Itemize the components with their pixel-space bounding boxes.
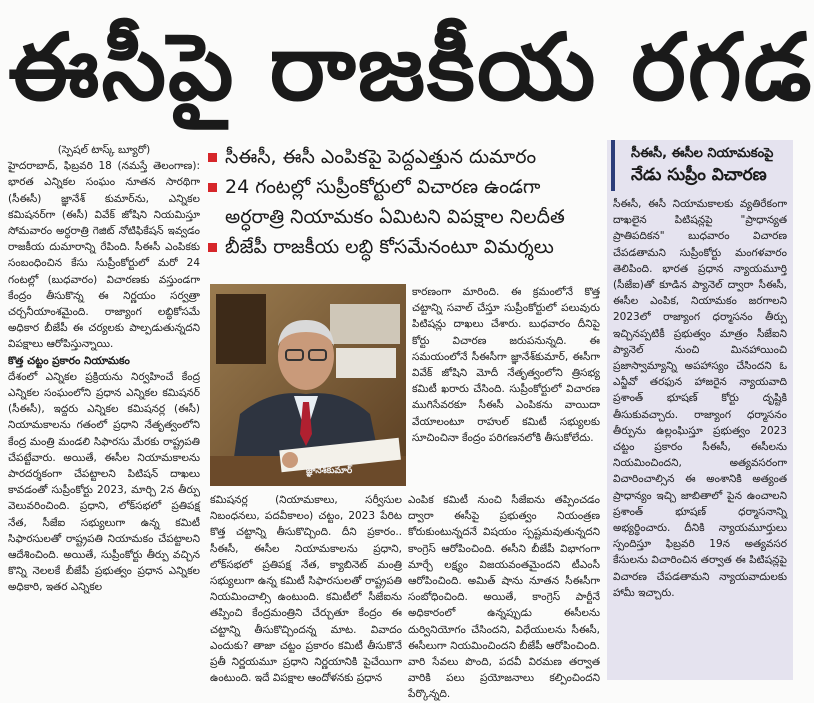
article-paragraph: ఎంపిక కమిటీ నుంచి సీజేఐను తప్పించడం ద్వారా ఈసీపై ప్రభుత్వం నియంత్రణ కోరుకుంటున్నదనే విషయం స్పష్టమవుతున్నదని కాంగ్రెస్ ఆరోపించింది. ఈసీని బీజేపీ విభాగంగా మార్చే లక్ష్యం విజయవంతమైందని టీఎంసీ ఆరోపించింది. అమిత్ షాను నూతన సీఈసీగా సంబోధించింది. అయితే, కాంగ్రెస్ పార్టీనే అధికారంలో ఉన్నప్పుడు ఈసీలను దుర్వినియోగం చేసిందని, విధేయులను సీఈసీ, ఈసీలుగా నియమించిందని బీజేపీ ఆరోపించింది. వారి సేవలు పొంది, పదవీ విరమణ తర్వాత వారికి పలు ప్రయోజనాలు కల్పించిందని పేర్కొన్నది. bbox=[408, 494, 600, 701]
news-photo bbox=[210, 284, 406, 486]
headline: ఈసీపై రాజకీయ రగడ bbox=[8, 14, 814, 121]
article-column-2-bottom bbox=[210, 492, 402, 685]
deck-line: 24 గంటల్లో సుప్రీంకోర్టులో విచారణ ఉండగా bbox=[208, 172, 600, 202]
deck-line: అర్ధరాత్రి నియామకం ఏమిటని విపక్షాల నిలదీత bbox=[225, 206, 565, 228]
photo-caption: జ్ఞానేశ్‌కుమార్ bbox=[306, 466, 353, 476]
deck-line: సీఈసీ, ఈసీ ఎంపికపై పెద్దఎత్తున దుమారం bbox=[208, 142, 600, 172]
deck-highlights bbox=[208, 142, 600, 282]
portrait-photo-image bbox=[210, 284, 406, 486]
article-column-3-top bbox=[412, 284, 600, 484]
bullet-icon bbox=[208, 243, 217, 252]
sidebar-heading: సీఈసీ, ఈసీల నియామకంపై నేడు సుప్రీం విచారణ bbox=[611, 140, 793, 191]
article-paragraph: కారణంగా మారింది. ఈ క్రమంలోనే కొత్త చట్టాన్ని సవాల్ చేస్తూ సుప్రీంకోర్టులో పలువురు పిటిషన్లు దాఖలు చేశారు. బుధవారం దీనిపై కోర్టు విచారణ జరుపనున్నది. ఈ సమయంలోనే సీఈసీగా జ్ఞానేశ్‌కుమార్, ఈసీగా వివేక్ జోషిని మోదీ నేతృత్వంలోని త్రిసభ్య కమిటీ ఖరారు చేసింది. సుప్రీంకోర్టులో విచారణ ముగిసేవరకూ సీఈసీ ఎంపికను వాయిదా వేయాలంటూ రాహుల్ కమిటీ సభ్యులకు సూచించినా కేంద్రం పరిగణనలోకి తీసుకోలేదు. bbox=[412, 286, 600, 444]
bullet-icon bbox=[208, 183, 217, 192]
article-column-1 bbox=[8, 142, 200, 672]
bullet-icon bbox=[208, 153, 217, 162]
subheading: కొత్త చట్టం ప్రకారం నియామకం bbox=[8, 354, 130, 367]
article-paragraph: కమిషనర్ల (నియామకాలు, సర్వీసుల నిబంధనలు, పదవీకాలం) చట్టం, 2023 పేరిట కొత్త చట్టాన్ని తీసుకొచ్చింది. దీని ప్రకారం.. సీఈసీ, ఈసీల నియామకాలను ప్రధాని, లోక్‌సభలో ప్రతిపక్ష నేత, క్యాబినెట్ మంత్రి సభ్యులుగా ఉన్న కమిటీ సిఫారసులతో రాష్ట్రపతి నియమించాల్సి ఉంటుంది. కమిటీలో సీజేఐను తప్పించి కేంద్రమంత్రిని చేర్చుతూ కేంద్రం ఈ చట్టాన్ని తీసుకొచ్చిందన్న మాట. వివాదం ఎందుకు? తాజా చట్టం ప్రకారం కమిటీ తీసుకొనే ప్రతీ నిర్ణయమూ ప్రధాని నిర్ణయానికి పైచేయిగా ఉంటుంది. ఇదే విపక్షాల ఆందోళనకు ప్రధాన bbox=[210, 494, 402, 685]
article-column-3-bottom bbox=[408, 492, 600, 701]
byline: (స్పెషల్ టాస్క్ బ్యూరో) bbox=[57, 144, 151, 156]
deck-line: బీజేపీ రాజకీయ లబ్ధి కోసమేనంటూ విమర్శలు bbox=[208, 232, 600, 262]
sidebar-body bbox=[607, 196, 793, 676]
article-paragraph: హైదరాబాద్, ఫిబ్రవరి 18 (నమస్తే తెలంగాణ): భారత ఎన్నికల సంఘం నూతన సారథిగా (సీఈసీ) జ్ఞానేశ్ కుమార్‌ను, ఎన్నికల కమిషనర్‌గా (ఈసీ) వివేక్ జోషిని నియమిస్తూ సోమవారం అర్ధరాత్రి గెజిట్ నోటిఫికేషన్ ఇవ్వడం రాజకీయ దుమారాన్ని రేపింది. సీఈసీ ఎంపికకు సంబంధించిన కేసు సుప్రీంకోర్టులో మరో 24 గంటల్లో (బుధవారం) విచారణకు వస్తుండగా కేంద్రం తీసుకొన్న ఈ నిర్ణయం సర్వత్రా చర్చనీయాంశమైంది. రాజ్యాంగ లబ్ధికోసమే అధికార బీజేపీ ఈ చర్యలకు పాల్పడుతున్నదని విపక్షాలు ఆరోపిస్తున్నాయి. bbox=[8, 160, 200, 351]
article-paragraph: దేశంలో ఎన్నికల ప్రక్రియను నిర్వహించే కేంద్ర ఎన్నికల సంఘంలోని ప్రధాన ఎన్నికల కమిషనర్ (సీఈసీ), ఇద్దరు ఎన్నికల కమిషనర్ల (ఈసీ) నియామకాలను గతంలో ప్రధాని నేతృత్వంలోని కేంద్ర మంత్రి మండలి సిఫారసు మేరకు రాష్ట్రపతి చేపట్టేవారు. అయితే, ఈసీల నియామకాలను పారదర్శకంగా చేపట్టాలని పిటిషన్ దాఖలు కావడంతో సుప్రీంకోర్టు 2023, మార్చి 2న తీర్పు వెలువరించింది. ప్రధాని, లోక్‌సభలో ప్రతిపక్ష నేత, సీజేఐ సభ్యులుగా ఉన్న కమిటీ సిఫారసులతో రాష్ట్రపతి నియామకం చేపట్టాలని ఆదేశించింది. అయితే, సుప్రీంకోర్టు తీర్పు వచ్చిన కొన్ని నెలలకే బీజేపీ ప్రభుత్వం ప్రధాన ఎన్నికల అధికారి, ఇతర ఎన్నికల bbox=[8, 370, 200, 594]
sidebar-box bbox=[607, 140, 793, 680]
sidebar-paragraph: సీఈసీ, ఈసీ నియామకాలకు వ్యతిరేకంగా దాఖలైన పిటిషన్లపై "ప్రాధాన్యత ప్రాతిపదికన" బుధవారం విచారణ చేపడతామని సుప్రీంకోర్టు మంగళవారం తెలిపింది. భారత ప్రధాన న్యాయమూర్తి (సీజేఐ)తో కూడిన ప్యానెల్ ద్వారా సీఈసీ, ఈసీల ఎంపిక, నియామకం జరగాలని 2023లో రాజ్యాంగ ధర్మాసనం తీర్పు ఇచ్చినప్పటికీ ప్రభుత్వం మాత్రం సీజేఐని ప్యానెల్ నుంచి మినహాయించి ప్రజాస్వామ్యాన్ని అపహాస్యం చేసిందని ఓ ఎన్జీవో తరఫున హాజరైన న్యాయవాది ప్రశాంత్ భూషణ్ కోర్టు దృష్టికి తీసుకువచ్చారు. రాజ్యాంగ ధర్మాసనం తీర్పును ఉల్లంఘిస్తూ ప్రభుత్వం 2023 చట్టం ప్రకారం సీఈసీ, ఈసీలను నియమించిందని, అత్యవసరంగా విచారించాల్సిన ఈ అంశానికి అత్యంత ప్రాధాన్యం ఇచ్చి జాబితాలో పైన ఉంచాలని ప్రశాంత్ భూషణ్ ధర్మాసనాన్ని అభ్యర్థించారు. దీనికి న్యాయమూర్తులు స్పందిస్తూ ఫిబ్రవరి 19న అత్యవసర కేసులను విచారించిన తర్వాత ఈ పిటిషన్లపై విచారణ చేపడతామని న్యాయవాదులకు హామీ ఇచ్చారు. bbox=[613, 198, 787, 599]
